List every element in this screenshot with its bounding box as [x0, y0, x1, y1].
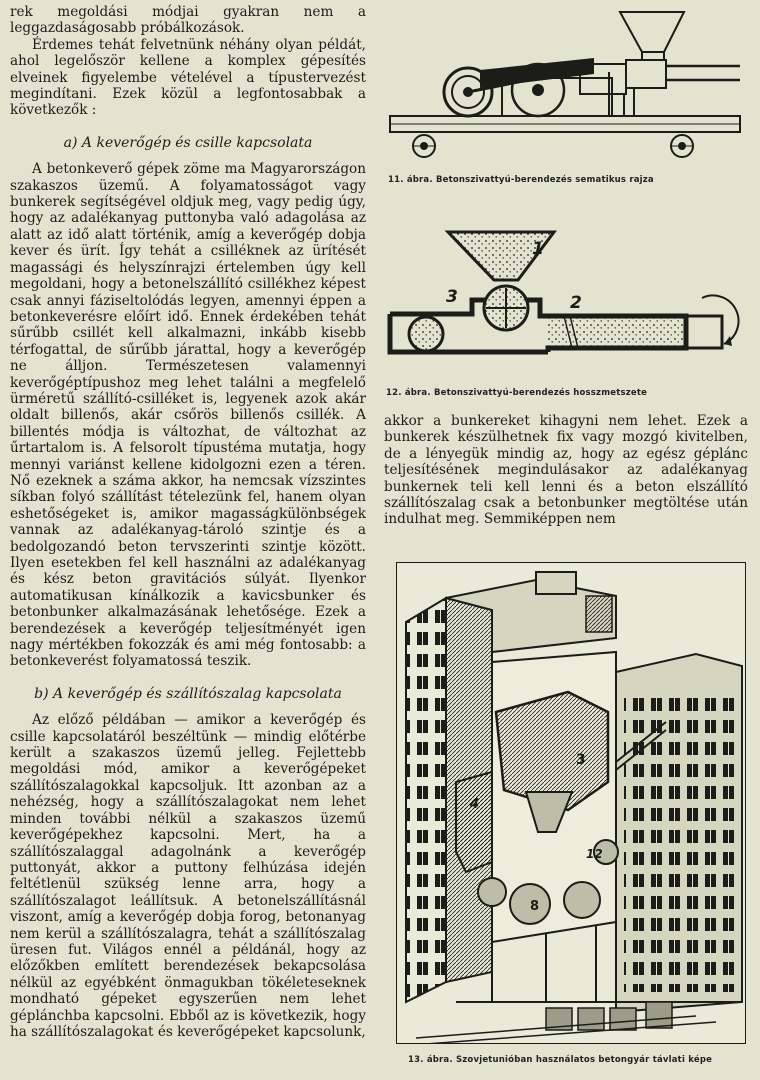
intro-paragraph-1: rek megoldási módjai gyakran nem a leggazdaságosabb próbálkozások. — [10, 4, 366, 37]
concrete-pump-longitudinal-section-drawing — [386, 204, 750, 374]
figure-12-caption: 12. ábra. Betonszivattyú-berendezés hosszmetszete — [386, 388, 648, 398]
section-b-heading: b) A keverőgép és szállítószalag kapcsolata — [34, 685, 342, 702]
figure-12 — [386, 204, 750, 374]
fig13-label-8: 8 — [530, 899, 540, 914]
fig12-label-1: 1 — [532, 239, 544, 259]
right-column-paragraph: akkor a bunkereket kihagyni nem lehet. Ezek a bunkerek készülhetnek fix vagy mozgó kivitelben, de a lényegük mindig az, hogy az egész géplánc teljesítésének megindulásakor az adalékanyag bunkernek teli kell lenni és a beton elszállító szállítószalag csak a betonbunker megtöltése után indulhat meg. Semmiképpen nem — [384, 413, 748, 528]
fig13-label-4: 4 — [470, 797, 480, 812]
left-column — [10, 4, 366, 1040]
figure-11-caption: 11. ábra. Betonszivattyú-berendezés sematikus rajza — [388, 175, 654, 185]
section-b-paragraph: Az előző példában — amikor a keverőgép és csille kapcsolatáról beszéltünk — mindig előtérbe került a szakaszos üzemű jelleg. Fejlettebb megoldási mód, amikor a keverőgépeket szállítószalagokkal kapcsoljuk. Itt azonban az a nehézség, hogy a szállítószalagokat nem lehet minden további nélkül a szakaszos üzemű keverőgépekhez kapcsolni. Mert, ha a szállítószalaggal adagolnánk a keverőgép puttonyát, akkor a puttony felhúzása idején feltétlenül szükség lenne arra, hogy a szállítószalagot leállítsuk. A betonelszállításnál viszont, amíg a keverőgép dobja forog, betonanyag nem kerül a szállítószalagra, tehát a szállítószalag üresen fut. Világos ennél a példánál, hogy az előzőkben említett berendezések bekapcsolása nélkül az egyébként önmagukban tökéleteseknek mondható gépeket egyszerűen nem lehet géplánchba kapcsolni. Ebből az is következik, hogy ha szállítószalagokat és keverőgépeket kapcsolunk, — [10, 712, 366, 1040]
figure-13 — [396, 562, 746, 1044]
fig12-label-2: 2 — [570, 293, 582, 313]
intro-paragraph-2: Érdemes tehát felvetnünk néhány olyan példát, ahol legelőször kellene a komplex gépesítés elveinek figyelembe vételével a típustervezést megindítani. Ezek közül a legfontosabbak a következők : — [10, 36, 366, 119]
section-a-paragraph: A betonkeverő gépek zöme ma Magyarországon szakaszos üzemű. A folyamatosságot vagy bunkerek segítségével oldjuk meg, vagy pedig úgy, hogy az adalékanyag puttonyba való adagolása az alatt az idő alatt történik, amíg a keverőgép dobja kever és ürít. Így tehát a csilléknek az ürítését magassági és helyszínrajzi értelemben úgy kell megoldani, hogy a betonelszállító csillékhez képest csak annyi fáziseltolódás legyen, amennyi éppen a betonkeverésre előírt idő. Ennek érdekében tehát sűrűbb csillét kell alkalmazni, inkább kisebb térfogattal, de sűrűbb járattal, hogy a keverőgép ne álljon. Természetesen valamennyi keverőgéptípushoz meg lehet találni a megfelelő ürméretű szállító-csilléket is, legyenek azok akár oldalt billenős, akár csőrös billenős csillék. A billentés módja is változhat, de változhat az űrtartalom is. A felsorolt típustéma mutatja, hogy mennyi variánst kellene kidolgozni ezen a téren. Nő ezeknek a száma akkor, ha nemcsak vízszintes síkban folyó szállítást tételezünk fel, hanem olyan eshetőségeket is, amikor magasságkülönbségek vannak az adalékanyag-tároló szintje és a bedolgozandó beton tervszerinti szintje között. Ilyen esetekben fel kell használni az adalékanyag és kész beton gravitációs súlyát. Ilyenkor automatikusan kínálkozik a kavicsbunker és betonbunker alkalmazásának lehetősége. Ezek a berendezések a keverőgép teljesítményét igen nagy mértékben fokozzák és ami még fontosabb: a betonkeverést folyamatossá teszik. — [10, 161, 366, 670]
figure-11 — [384, 8, 750, 172]
fig12-label-3: 3 — [446, 287, 458, 307]
fig13-label-12: 12 — [586, 847, 603, 861]
figure-13-caption: 13. ábra. Szovjetunióban használatos betongyár távlati képe — [408, 1055, 713, 1065]
section-a-heading: a) A keverőgép és csille kapcsolata — [63, 134, 313, 151]
fig13-label-3: 3 — [576, 752, 586, 768]
concrete-pump-schematic-drawing — [384, 8, 750, 172]
concrete-plant-perspective-drawing — [396, 562, 746, 1044]
